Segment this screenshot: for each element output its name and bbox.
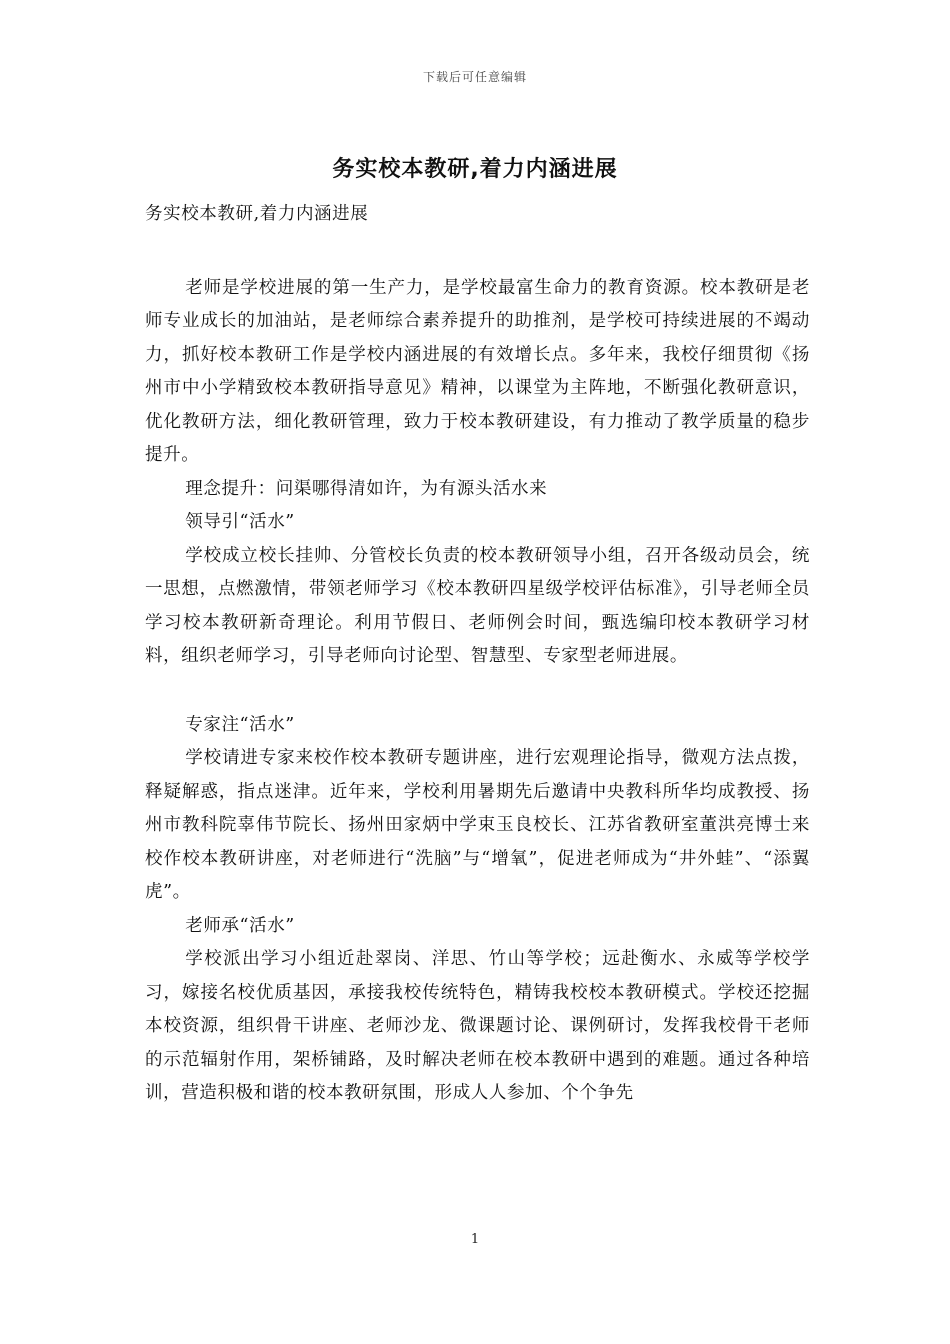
- subheading-experts: 专家注“活水”: [185, 714, 295, 735]
- header-note: 下载后可任意编辑: [422, 70, 527, 84]
- section-heading-concept: 理念提升：问渠哪得清如许，为有源头活水来: [185, 478, 548, 499]
- document-body: [145, 198, 810, 1111]
- intro-paragraph: 老师是学校进展的第一生产力，是学校最富生命力的教育资源。校本教研是老师专业成长的加油站，是老师综合素养提升的助推剂，是学校可持续进展的不竭动力，抓好校本教研工作是学校内涵进展的有效增长点。多年来，我校仔细贯彻《扬州市中小学精致校本教研指导意见》精神，以课堂为主阵地，不断强化教研意识，优化教研方法，细化教研管理，致力于校本教研建设，有力推动了教学质量的稳步提升。: [145, 277, 810, 465]
- subheading-teachers: 老师承“活水”: [185, 915, 295, 936]
- paragraph-teachers: 学校派出学习小组近赴翠岗、洋思、竹山等学校；远赴衡水、永威等学校学习，嫁接名校优质基因，承接我校传统特色，精铸我校校本教研模式。学校还挖掘本校资源，组织骨干讲座、老师沙龙、微课题讨论、课例研讨，发挥我校骨干老师的示范辐射作用，架桥铺路，及时解决老师在校本教研中遇到的难题。通过各种培训，营造积极和谐的校本教研氛围，形成人人参加、个个争先: [145, 949, 810, 1103]
- subheading-leadership: 领导引“活水”: [185, 512, 295, 532]
- document-subtitle: 务实校本教研,着力内涵进展: [145, 204, 369, 224]
- paragraph-experts: 学校请进专家来校作校本教研专题讲座，进行宏观理论指导，微观方法点拨，释疑解惑，指点迷津。近年来，学校利用暑期先后邀请中央教科所华均成教授、扬州市教科院辜伟节院长、扬州田家炳中学束玉良校长、江苏省教研室董洪亮博士来校作校本教研讲座，对老师进行“洗脑”与“增氧”，促进老师成为“井外蛙”、“添翼虎”。: [145, 748, 810, 902]
- page-number: 1: [470, 1232, 480, 1247]
- document-title: 务实校本教研,着力内涵进展: [332, 157, 618, 182]
- blank-line: [145, 232, 810, 272]
- paragraph-leadership: 学校成立校长挂帅、分管校长负责的校本教研领导小组，召开各级动员会，统一思想，点燃激情，带领老师学习《校本教研四星级学校评估标准》，引导老师全员学习校本教研新奇理论。利用节假日、老师例会时间，甄选编印校本教研学习材料，组织老师学习，引导老师向讨论型、智慧型、专家型老师进展。: [145, 545, 810, 666]
- blank-line: [145, 674, 810, 709]
